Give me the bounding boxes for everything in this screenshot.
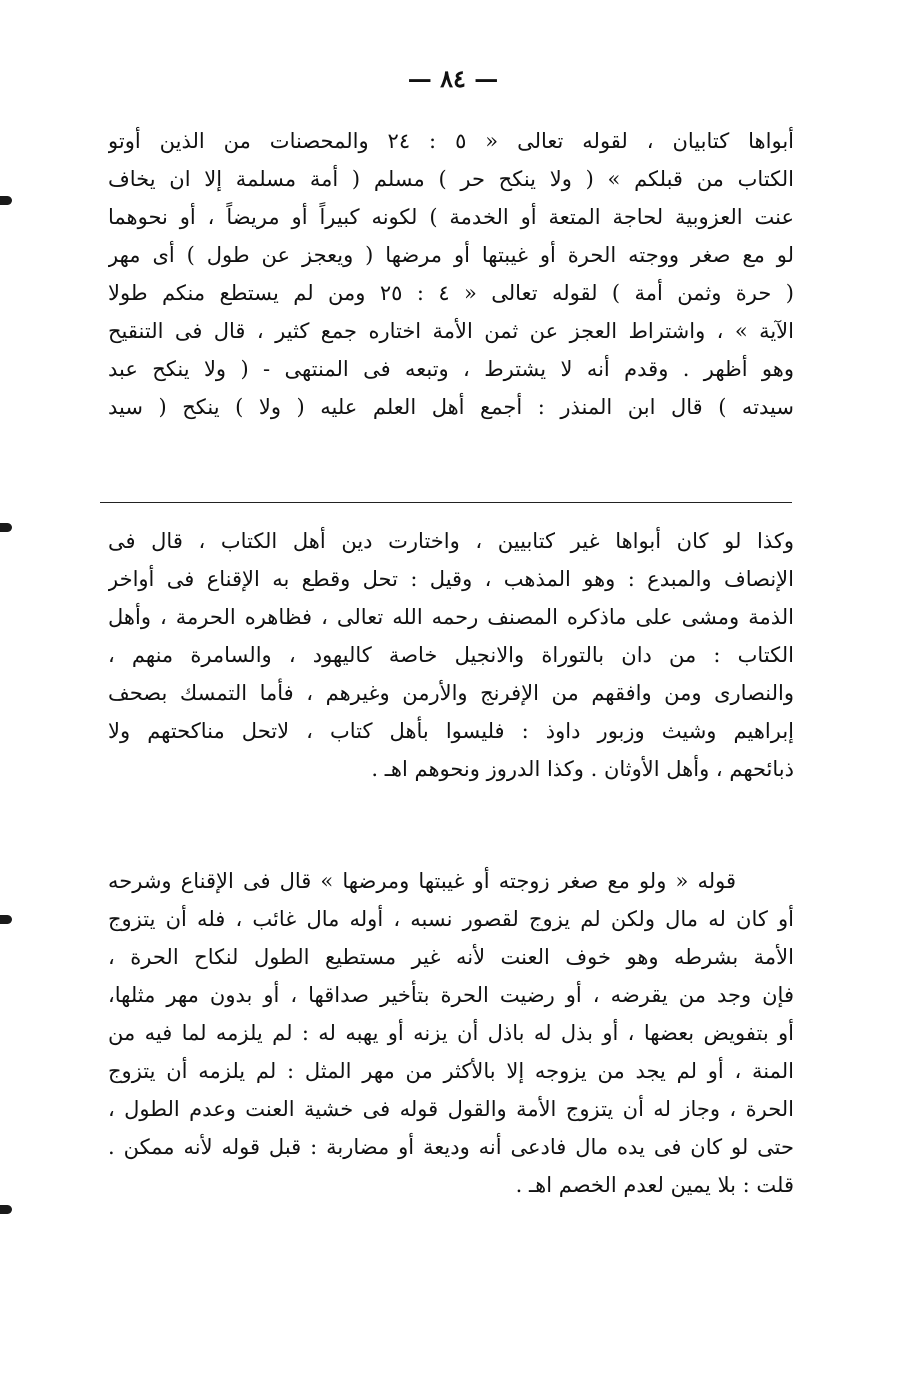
commentary-line: الأمة بشرطه وهو خوف العنت لأنه غير مستطيع الطول لنكاح الحرة ،	[108, 945, 794, 969]
commentary-line: فإن وجد من يقرضه ، أو رضيت الحرة بتأخير صداقها ، أو بدون مهر مثلها،	[108, 983, 794, 1007]
main-text-line: أبواها كتابيان ، لقوله تعالى « ٥ : ٢٤ والمحصنات من الذين أوتو	[108, 129, 794, 153]
commentary-line: حتى لو كان فى يده مال فادعى أنه وديعة أو مضاربة : قبل قوله لأنه ممكن .	[108, 1135, 794, 1159]
main-text-line: ( حرة وثمن أمة ) لقوله تعالى « ٤ : ٢٥ ومن لم يستطع منكم طولا	[108, 281, 794, 305]
commentary-line: المنة ، أو لم يجد من يزوجه إلا بالأكثر من مهر المثل : لم يلزمه أن يتزوج	[108, 1059, 794, 1083]
main-text-block	[108, 122, 794, 426]
margin-mark	[0, 196, 12, 205]
commentary-line: الذمة ومشى على ماذكره المصنف رحمه الله تعالى ، فظاهره الحرمة ، وأهل	[108, 605, 794, 629]
margin-mark	[0, 915, 12, 924]
main-text-line: لو مع صغر ووجته الحرة أو غيبتها أو مرضها ( ويعجز عن طول ) أى مهر	[108, 243, 794, 267]
commentary-line: إبراهيم وشيث وزبور داوذ : فليسوا بأهل كتاب ، لاتحل مناكحتهم ولا	[108, 719, 794, 743]
main-text-line: الآية » ، واشتراط العجز عن ثمن الأمة اختاره جمع كثير ، قال فى التنقيح	[108, 319, 794, 343]
commentary-line: أو بتفويض بعضها ، أو بذل له باذل أن يزنه أو يهبه له : لم يلزمه لما فيه من	[108, 1021, 794, 1045]
commentary-block-2	[108, 862, 794, 1204]
main-text-line: عنت العزوبية لحاجة المتعة أو الخدمة ) لكونه كبيراً أو مريضاً ، أو نحوهما	[108, 205, 794, 229]
commentary-line: ذبائحهم ، وأهل الأوثان . وكذا الدروز ونحوهم اهـ .	[371, 757, 794, 781]
page-number: — ٨٤ —	[407, 64, 499, 93]
commentary-line: الإنصاف والمبدع : وهو المذهب ، وقيل : تحل وقطع به الإقناع فى أواخر	[108, 567, 794, 591]
commentary-line: والنصارى ومن وافقهم من الإفرنج والأرمن وغيرهم ، فأما التمسك بصحف	[108, 681, 794, 705]
main-text-line: الكتاب من قبلكم » ( ولا ينكح حر ) مسلم ( أمة مسلمة إلا ان يخاف	[108, 167, 794, 191]
commentary-line: وكذا لو كان أبواها غير كتابيين ، واختارت دين أهل الكتاب ، قال فى	[108, 529, 794, 553]
commentary-block-1	[108, 522, 794, 788]
section-divider	[100, 502, 792, 503]
main-text-line: سيدته ) قال ابن المنذر : أجمع أهل العلم عليه ( ولا ) ينكح ( سيد	[108, 395, 794, 419]
commentary-line: قوله « ولو مع صغر زوجته أو غيبتها ومرضها » قال فى الإقناع وشرحه	[108, 869, 736, 893]
main-text-line: وهو أظهر . وقدم أنه لا يشترط ، وتبعه فى المنتهى - ( ولا ينكح عبد	[108, 357, 794, 381]
commentary-line: أو كان له مال ولكن لم يزوج لقصور نسبه ، أوله مال غائب ، فله أن يتزوج	[108, 907, 794, 931]
commentary-line: الكتاب : من دان بالتوراة والانجيل خاصة كاليهود ، والسامرة منهم ،	[108, 643, 794, 667]
commentary-line: قلت : بلا يمين لعدم الخصم اهـ .	[515, 1173, 794, 1197]
commentary-line: الحرة ، وجاز له أن يتزوج الأمة والقول قوله فى خشية العنت وعدم الطول ،	[108, 1097, 794, 1121]
margin-mark	[0, 1205, 12, 1214]
margin-mark	[0, 523, 12, 532]
